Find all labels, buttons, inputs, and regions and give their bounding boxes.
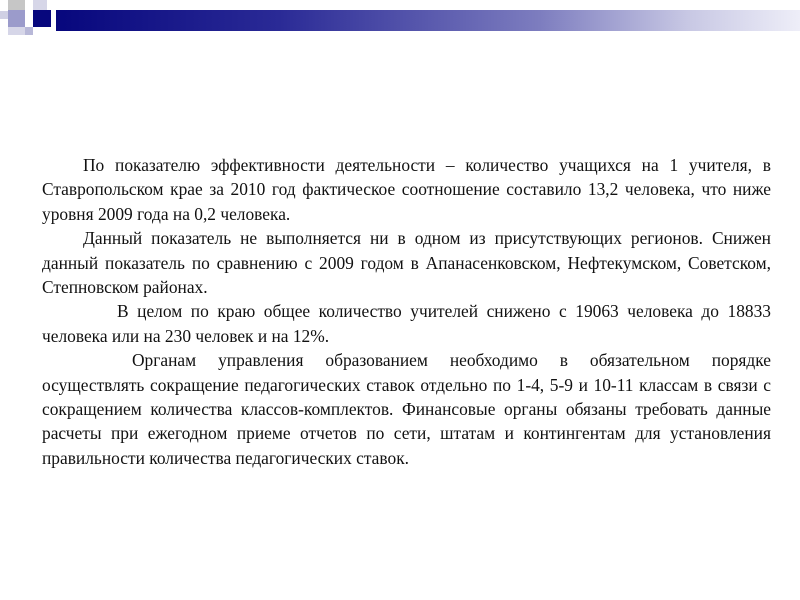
paragraph-efficiency: По показателю эффективности деятельности – количество учащихся на 1 учителя, в Ставропольском крае за 2010 год фактическое соотношение составило 13,2 человека, что ниже уровня 2009 года на 0,2 человека. bbox=[42, 155, 771, 224]
paragraph-regions: Данный показатель не выполняется ни в одном из присутствующих регионов. Снижен данный показатель по сравнению с 2009 годом в Апанасенковском, Нефтекумском, Советском, Степновском районах. bbox=[42, 228, 771, 298]
header-decor-square bbox=[8, 0, 25, 10]
header-decor-square bbox=[33, 10, 51, 27]
header-decor-square bbox=[33, 0, 47, 10]
header-decor-square bbox=[0, 11, 8, 19]
paragraph-teacher-count: В целом по краю общее количество учителей снижено с 19063 человека до 18833 человека или на 230 человек и на 12%. bbox=[42, 301, 771, 346]
header-decor-square bbox=[25, 27, 33, 35]
header-decor-square bbox=[8, 10, 25, 27]
paragraph-recommendation: Органам управления образованием необходимо в обязательном порядке осуществлять сокращение педагогических ставок отдельно по 1-4, 5-9 и 10-11 классам в связи с сокращением количества классов-комплектов. Финансовые органы обязаны требовать данные расчеты при ежегодном приеме отчетов по сети, штатам и контингентам для установления правильности количества педагогических ставок. bbox=[42, 350, 771, 468]
header-decor-square bbox=[8, 27, 25, 35]
header-gradient-bar bbox=[56, 10, 800, 31]
slide-body-text bbox=[42, 153, 771, 470]
